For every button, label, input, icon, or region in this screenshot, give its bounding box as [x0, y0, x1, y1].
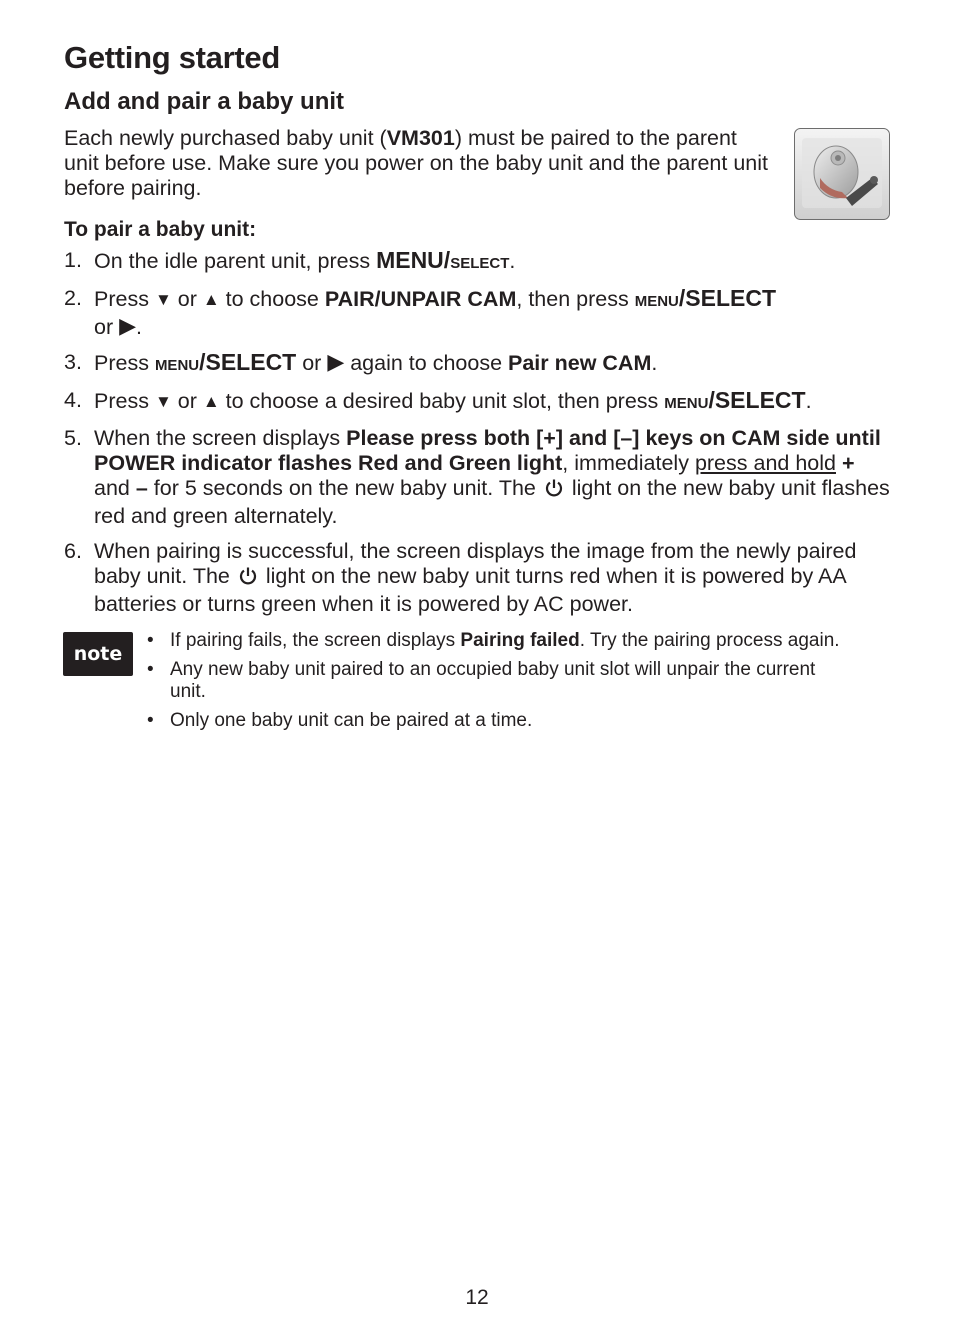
step-text: or	[171, 287, 203, 311]
select-key-label: /SELECT	[199, 349, 297, 375]
step-text: .	[651, 351, 658, 375]
note-badge: note	[63, 632, 133, 676]
step-text: light on the new baby unit turns red when it is powered by AA batteries or turns green when it is powered by AC power.	[94, 564, 846, 616]
list-item	[64, 248, 894, 276]
step-text: Press	[94, 389, 155, 413]
note-text: Only one baby unit can be paired at a time.	[170, 710, 533, 731]
step-text: .	[136, 315, 142, 339]
step-number: 4.	[64, 388, 82, 412]
step-text: again to choose	[344, 351, 508, 375]
notes-list	[145, 630, 845, 739]
menu-key-label: MENU	[154, 357, 200, 374]
step-text: When the screen displays	[94, 426, 347, 450]
steps-list	[64, 248, 894, 627]
note-text: . Try the pairing process again.	[579, 630, 840, 651]
step-text: and	[94, 476, 136, 500]
bullet: •	[147, 710, 154, 731]
menu-key-label: MENU/	[376, 247, 451, 273]
bullet: •	[147, 630, 154, 651]
step-number: 5.	[64, 426, 82, 450]
list-item	[64, 286, 894, 340]
screen-message: Pairing failed	[460, 630, 580, 651]
step-number: 2.	[64, 286, 82, 310]
select-key-label: /SELECT	[678, 285, 776, 311]
bullet: •	[147, 659, 154, 680]
power-icon	[544, 478, 564, 504]
intro-text: ) must be paired to the parent unit before use. Make sure you power on the baby unit and the parent unit before pairing.	[64, 126, 768, 200]
step-number: 3.	[64, 350, 82, 374]
right-arrow-icon: ▶	[327, 349, 345, 374]
list-item	[64, 539, 894, 617]
baby-unit-camera-image	[794, 128, 890, 220]
menu-option: PAIR/UNPAIR CAM	[324, 287, 517, 311]
note-text: Any new baby unit paired to an occupied baby unit slot will unpair the current unit.	[170, 659, 816, 702]
list-item	[145, 710, 845, 732]
step-text: to choose	[219, 287, 325, 311]
emphasis-text: press and hold	[694, 451, 836, 475]
step-text: , then press	[516, 287, 635, 311]
step-text: or	[296, 351, 328, 375]
list-item	[145, 659, 845, 703]
step-text: .	[509, 249, 516, 273]
step-text: .	[805, 389, 812, 413]
minus-key-label: –	[135, 476, 148, 500]
page-title: Getting started	[64, 40, 280, 75]
section-subtitle: Add and pair a baby unit	[64, 88, 345, 115]
down-arrow-icon: ▼	[154, 290, 172, 309]
note-text: If pairing fails, the screen displays	[170, 630, 461, 651]
list-item	[64, 388, 894, 416]
menu-key-label: MENU	[634, 293, 679, 310]
down-arrow-icon: ▼	[154, 392, 172, 411]
page-number: 12	[465, 1286, 489, 1309]
menu-option: Pair new CAM	[508, 351, 652, 375]
step-text: ,	[562, 451, 569, 475]
step-text: or	[94, 315, 120, 339]
step-text: On the idle parent unit, press	[94, 249, 377, 273]
model-number: VM301	[386, 126, 455, 150]
plus-key-label: +	[841, 451, 855, 475]
select-key-label: SELECT	[450, 255, 510, 272]
up-arrow-icon: ▲	[202, 290, 220, 309]
step-number: 1.	[64, 248, 82, 272]
step-text: or	[171, 389, 203, 413]
step-text: immediately	[568, 451, 695, 475]
step-number: 6.	[64, 539, 82, 563]
up-arrow-icon: ▲	[202, 392, 220, 411]
step-text: to choose a desired baby unit slot, then press	[219, 389, 665, 413]
menu-key-label: MENU	[664, 395, 709, 412]
step-text: Press	[94, 287, 155, 311]
select-key-label: /SELECT	[708, 387, 806, 413]
list-item	[64, 426, 894, 529]
list-item	[145, 630, 845, 652]
list-item	[64, 350, 894, 378]
right-arrow-icon: ▶	[119, 313, 137, 338]
intro-paragraph	[64, 126, 774, 201]
intro-text: Each newly purchased baby unit (	[64, 126, 387, 150]
power-icon	[238, 566, 258, 592]
step-text: When pairing is successful, the screen displays the image from the newly paired baby unit. The	[94, 539, 857, 588]
step-text: for 5 seconds on the new baby unit. The	[147, 476, 536, 500]
steps-heading: To pair a baby unit:	[64, 218, 257, 241]
step-text: light on the new baby unit flashes red and green alternately.	[94, 476, 890, 528]
step-text: Press	[94, 351, 155, 375]
screen-prompt: Please press both [+] and [–] keys on CAM side until POWER indicator flashes Red and Green light	[94, 426, 881, 475]
